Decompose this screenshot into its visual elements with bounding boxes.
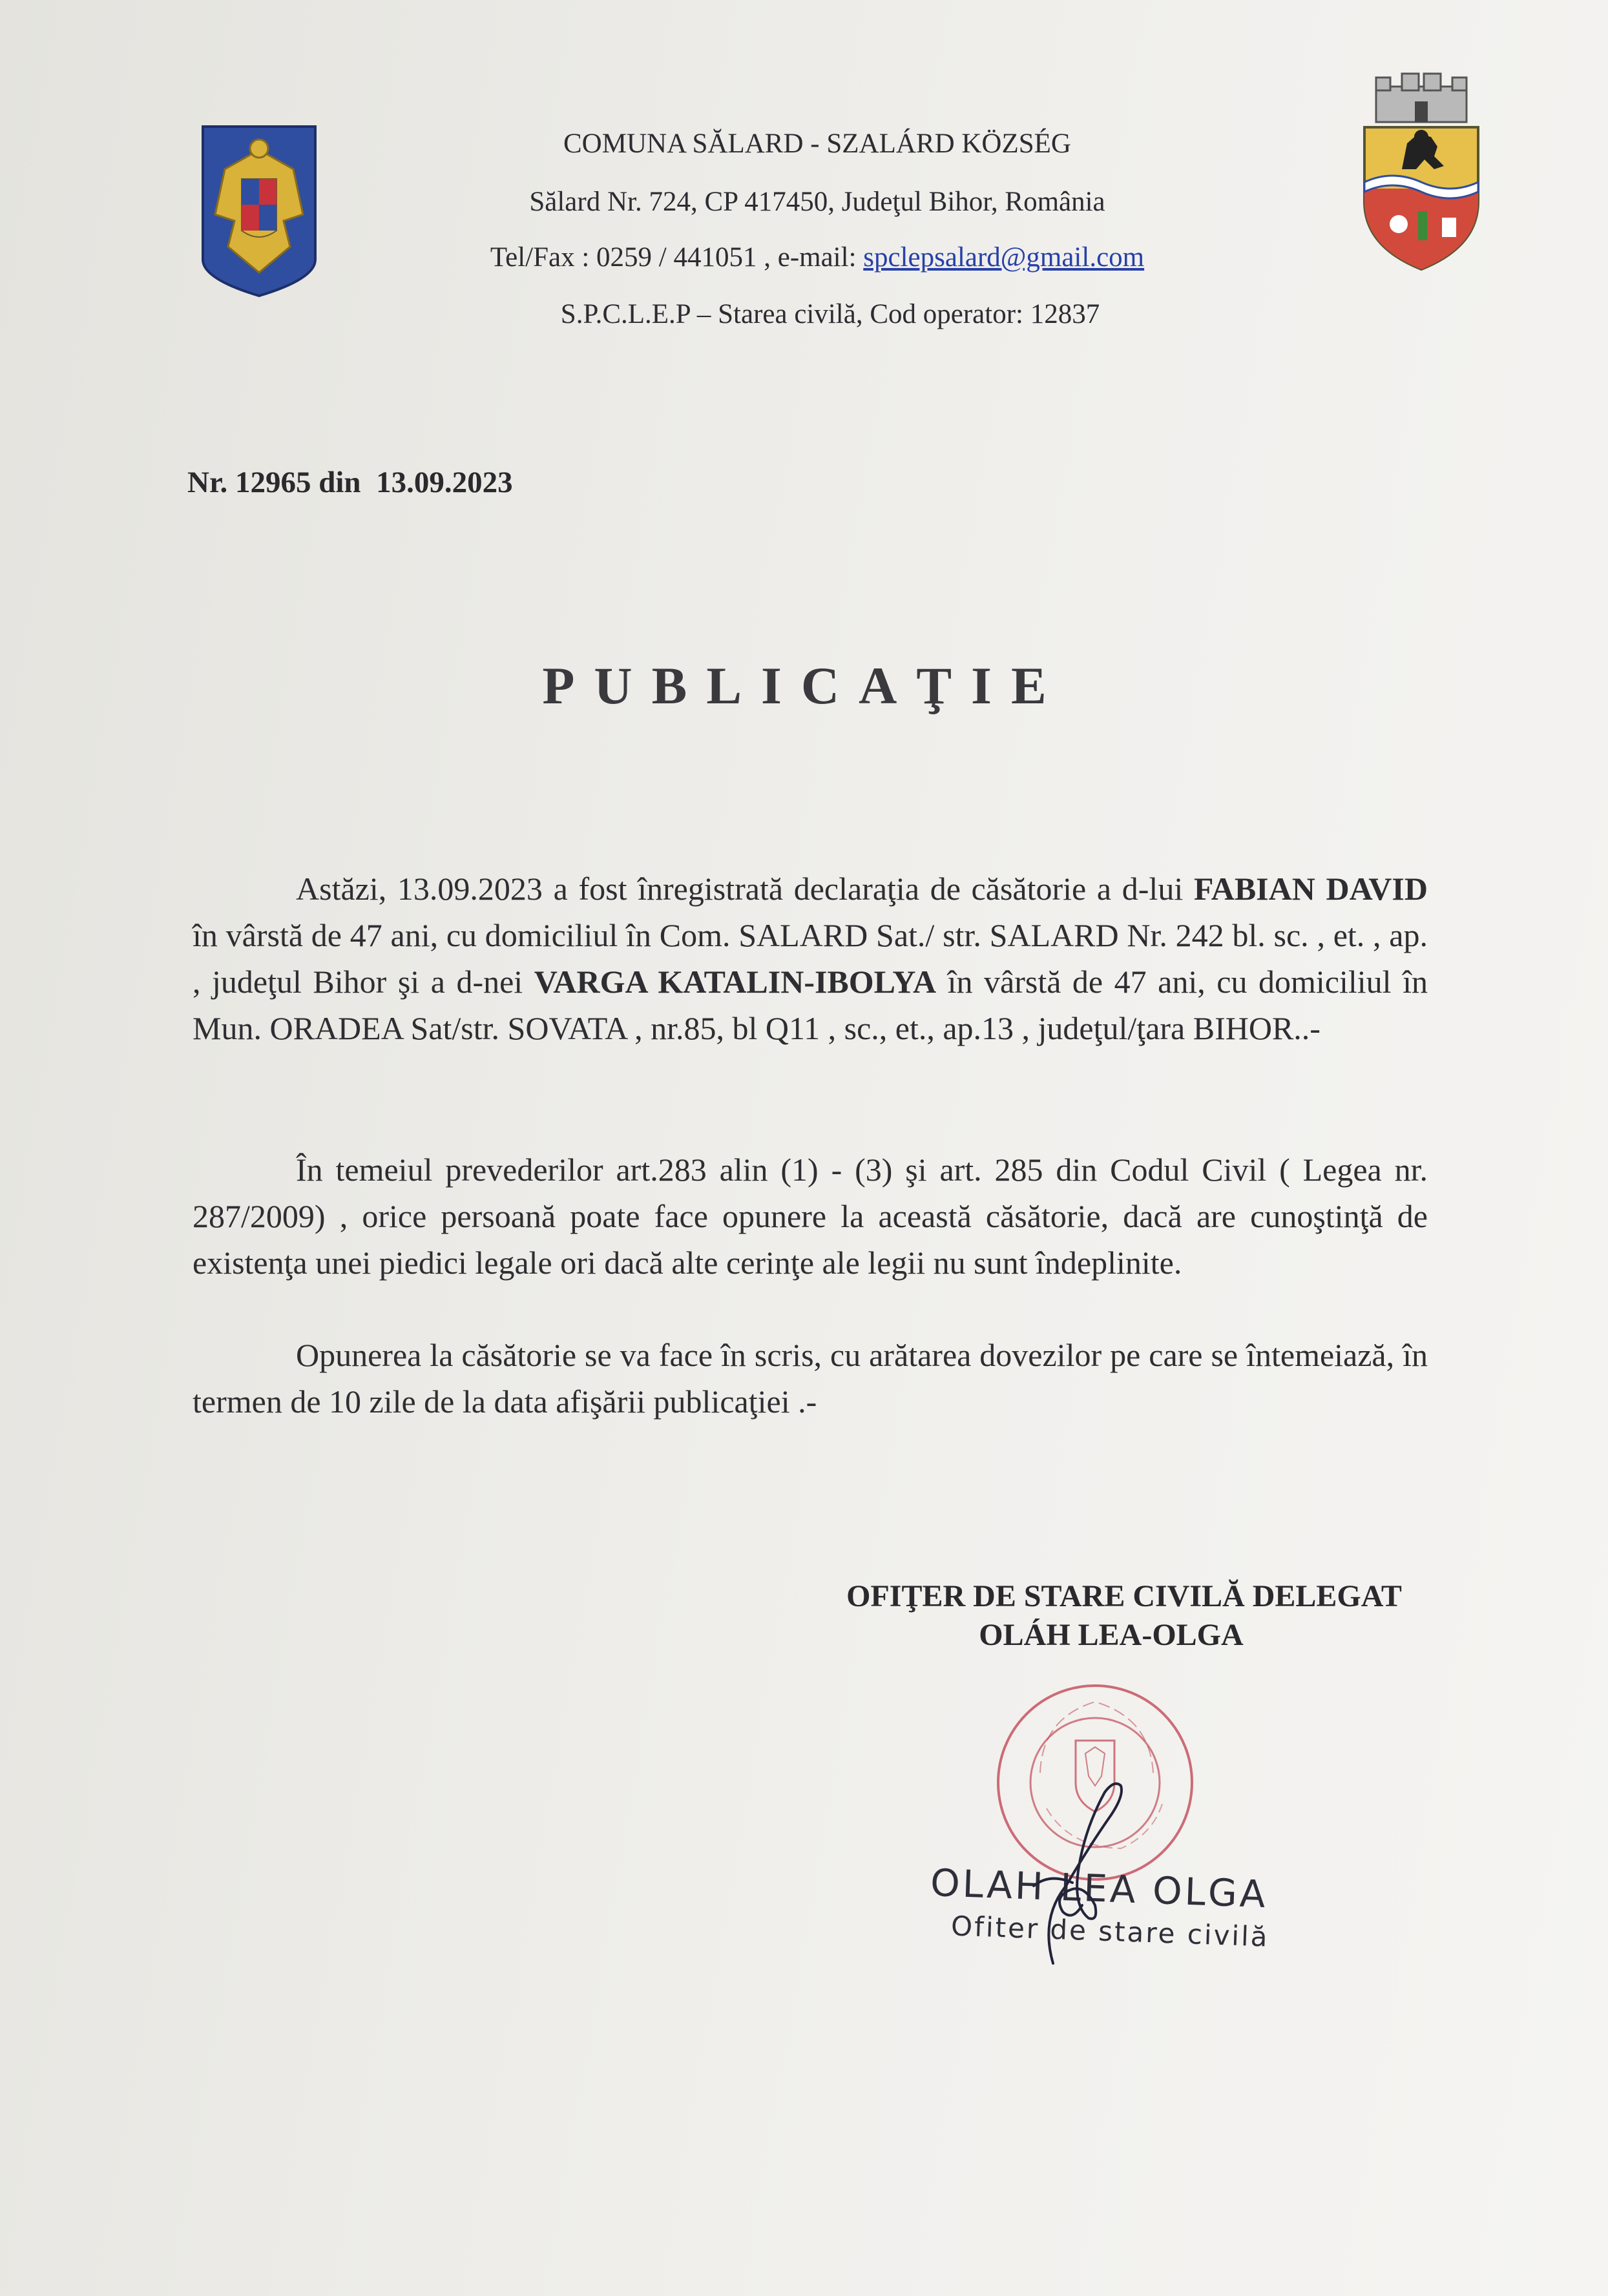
groom-name: FABIAN DAVID bbox=[1193, 871, 1428, 907]
handwritten-signature-icon bbox=[976, 1757, 1169, 1976]
header-operator: S.P.C.L.E.P – Starea civilă, Cod operator: 12837 bbox=[560, 299, 1100, 329]
declaration-text-a: Astăzi, 13.09.2023 a fost înregistrată declaraţia de căsătorie a d-lui bbox=[296, 871, 1194, 907]
declaration-text-c: în vârstă de 47 ani, cu domiciliul în Mun. ORADEA Sat/str. SOVATA , nr.85, bl Q11 , sc., et., ap.13 , judeţul/ţara BIHOR..- bbox=[193, 964, 1428, 1046]
name-stamp: OLAH LEA OLGA bbox=[929, 1860, 1269, 1917]
signatory-name: OLÁH LEA-OLGA bbox=[979, 1618, 1244, 1652]
reference-number: Nr. 12965 din 13.09.2023 bbox=[187, 466, 513, 499]
legal-basis-text: În temeiul prevederilor art.283 alin (1) - (3) şi art. 285 din Codul Civil ( Legea nr. 287/2009) , orice persoană poate face opunere la această căsătorie, dacă are cunoştinţă de existenţa unei piedici legale ori dacă alte cerinţe ale legii nu sunt îndeplinite. bbox=[193, 1152, 1428, 1281]
paragraph-legal-basis bbox=[193, 1146, 1428, 1286]
document-title: PUBLICAŢIE bbox=[542, 656, 1066, 715]
paragraph-opposition bbox=[193, 1332, 1428, 1425]
header-contact bbox=[401, 242, 1234, 273]
header-address: Sălard Nr. 724, CP 417450, Judeţul Bihor, România bbox=[529, 187, 1105, 217]
header-municipality: COMUNA SĂLARD - SZALÁRD KÖZSÉG bbox=[563, 129, 1071, 159]
name-stamp-role: Ofiter de stare civilă bbox=[950, 1910, 1270, 1953]
opposition-text: Opunerea la căsătorie se va face în scris, cu arătarea dovezilor pe care se întemeiază, în termen de 10 zile de la data afişării publicaţiei .- bbox=[193, 1337, 1428, 1420]
signatory-role: OFIŢER DE STARE CIVILĂ DELEGAT bbox=[846, 1579, 1402, 1613]
declaration-text-b: în vârstă de 47 ani, cu domiciliul în Com. SALARD Sat./ str. SALARD Nr. 242 bl. sc. , et. , ap. , judeţul Bihor şi a d-nei bbox=[193, 917, 1428, 1000]
salard-coat-of-arms-icon bbox=[1357, 72, 1486, 273]
email-link[interactable]: spclepsalard@gmail.com bbox=[863, 242, 1145, 273]
bride-name: VARGA KATALIN-IBOLYA bbox=[534, 964, 937, 1000]
romania-coat-of-arms-icon bbox=[199, 124, 319, 298]
paragraph-declaration bbox=[193, 865, 1428, 1051]
header-phone: Tel/Fax : 0259 / 441051 , e-mail: bbox=[490, 242, 864, 273]
